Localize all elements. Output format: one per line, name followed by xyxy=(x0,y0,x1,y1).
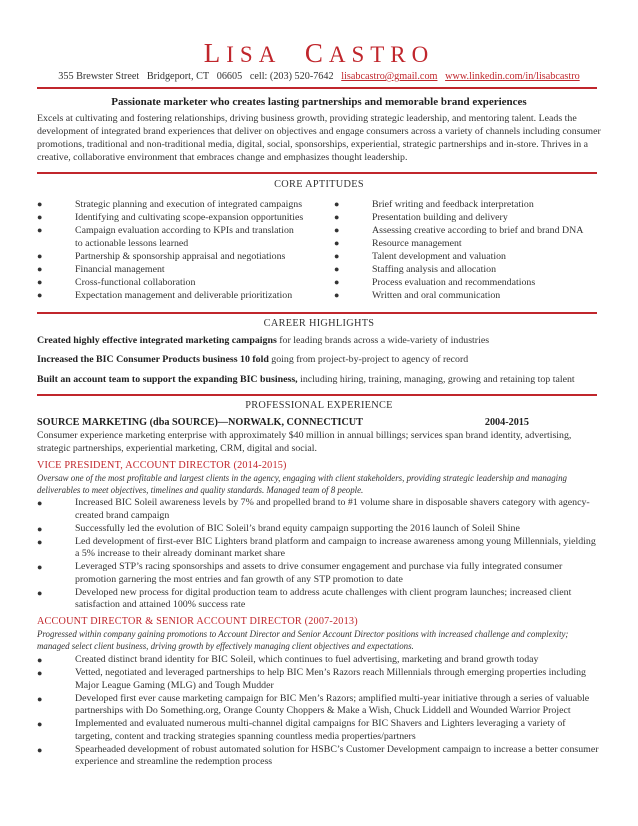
bullet-icon: ● xyxy=(334,225,340,235)
bullet-icon: ● xyxy=(334,277,340,287)
bullet-icon: ● xyxy=(37,693,43,704)
email-link[interactable]: lisabcastro@gmail.com xyxy=(341,71,438,82)
bullet-icon: ● xyxy=(334,199,340,209)
highlight-item: Increased the BIC Consumer Products business 10 fold going from project-by-project to agency of record xyxy=(37,354,469,365)
bullet-icon: ● xyxy=(37,498,43,508)
bullet-icon: ● xyxy=(37,587,43,598)
list-item: ● Process evaluation and recommendations xyxy=(334,277,536,288)
list-item: ● Strategic planning and execution of integrated campaigns xyxy=(37,199,303,210)
phone: cell: (203) 520-7642 xyxy=(249,71,334,82)
bullet-icon: ● xyxy=(37,655,43,665)
section-title-highlights: CAREER HIGHLIGHTS xyxy=(263,318,375,329)
list-item: ● Presentation building and delivery xyxy=(334,212,508,223)
zip: 06605 xyxy=(216,71,243,82)
aptitudes-right-list xyxy=(334,198,614,302)
bullet-icon: ● xyxy=(37,212,43,222)
employment-dates: 2004-2015 xyxy=(484,417,529,428)
bullet-icon: ● xyxy=(334,264,340,274)
company-description: Consumer experience marketing enterprise with approximately $40 million in annual billings; services span brand identity, advertising, strategic partnerships, experiential marketing, CRM, digital and social. xyxy=(37,430,572,454)
role-summary: Progressed within company gaining promotions to Account Director and Senior Account Director positions with increased challenge and complexity; managed select client business, driving growth by effectively managing client objectives and expectations. xyxy=(37,629,569,651)
experience-rule xyxy=(37,394,597,396)
role-bullets xyxy=(37,654,602,769)
bullet-icon: ● xyxy=(37,225,43,235)
contact-line xyxy=(0,71,638,82)
role-title: VICE PRESIDENT, ACCOUNT DIRECTOR (2014-2015) xyxy=(37,460,287,471)
bullet-icon: ● xyxy=(334,290,340,300)
list-item: ● Talent development and valuation xyxy=(334,251,506,262)
bullet-icon: ● xyxy=(37,251,43,261)
company-heading xyxy=(37,417,597,428)
list-item: ● Expectation management and deliverable prioritization xyxy=(37,290,293,301)
bullet-icon: ● xyxy=(334,251,340,261)
list-item: ● Campaign evaluation according to KPIs and translation to actionable lessons learned xyxy=(37,225,294,249)
aptitudes-left-list xyxy=(37,198,322,302)
bullet-icon: ● xyxy=(37,719,43,729)
city: Bridgeport, CT xyxy=(146,71,210,82)
highlight-item: Built an account team to support the expanding BIC business, including hiring, training, managing, growing and retaining top talent xyxy=(37,374,575,385)
role-title: ACCOUNT DIRECTOR & SENIOR ACCOUNT DIRECTOR (2007-2013) xyxy=(37,616,358,627)
list-item: ● Written and oral communication xyxy=(334,290,501,301)
address: 355 Brewster Street xyxy=(58,71,140,82)
list-item: ● Assessing creative according to brief and brand DNA xyxy=(334,225,584,236)
section-title-aptitudes: CORE APTITUDES xyxy=(274,179,364,190)
list-item: ● Brief writing and feedback interpretation xyxy=(334,199,534,210)
linkedin-link[interactable]: www.linkedin.com/in/lisabcastro xyxy=(445,71,580,82)
bullet-icon: ● xyxy=(37,668,43,678)
list-item: ● Implemented and evaluated numerous multi-channel digital campaigns for BIC Shavers and Lighters leveraging a variety of targeting, content and tracking strategies spanning countless media properties/partners xyxy=(37,718,566,742)
aptitudes-rule xyxy=(37,172,597,174)
bullet-icon: ● xyxy=(37,264,43,274)
list-item: ● Developed new process for digital production team to address acute challenges with client program launches; increased client satisfaction and attained 100% success rate xyxy=(37,586,572,610)
candidate-name: LISA CASTRO xyxy=(203,38,435,68)
list-item: ● Partnership & sponsorship appraisal and negotiations xyxy=(37,251,286,262)
list-item: ● Increased BIC Soleil awareness levels by 7% and propelled brand to #1 volume share in disposable shavers category with agency-created brand campaign xyxy=(37,497,590,521)
bullet-icon: ● xyxy=(37,290,43,300)
list-item: ● Vetted, negotiated and leveraged partnerships to help BIC Men’s Razors reach Millennials through emerging properties including Major League Gaming (MLG) and Tough Mudder xyxy=(37,667,586,691)
summary-text: Excels at cultivating and fostering relationships, driving business growth, providing strategic leadership, and mentoring talent. Leads the development of integrated brand experiences that deliver on objectives and engage consumers across a variety of channels including consumer promotions, traditional and non-traditional media, digital, social, sponsorships, experiential, strategic partnerships and in-store. Thrives in a creative, collaborative environment that embraces change and emphasizes thought leadership. xyxy=(37,113,601,163)
list-item: ● Successfully led the evolution of BIC Soleil’s brand equity campaign supporting the 2016 launch of Soleil Shine xyxy=(37,522,520,534)
list-item: ● Resource management xyxy=(334,238,462,249)
list-item: ● Led development of first-ever BIC Lighters brand platform and campaign to increase awareness among young Millennials, yielding a 5% increase to their already dominant market share xyxy=(37,535,596,559)
list-item: ● Created distinct brand identity for BIC Soleil, which continues to fuel advertising, marketing and brand growth today xyxy=(37,654,539,665)
header-rule xyxy=(37,87,597,89)
highlights-rule xyxy=(37,312,597,314)
list-item: ● Spearheaded development of robust automated solution for HSBC’s Customer Development campaign to increase a better consumer experience and streamline the redemption process xyxy=(37,743,599,767)
role-summary: Oversaw one of the most profitable and largest clients in the agency, engaging with client stakeholders, providing strategic leadership and managing deliverables to meet objectives, timelines and quality standards. Managed team of 8 people. xyxy=(37,473,567,495)
list-item: ● Financial management xyxy=(37,264,165,275)
bullet-icon: ● xyxy=(37,562,43,572)
bullet-icon: ● xyxy=(37,536,43,547)
bullet-icon: ● xyxy=(334,212,340,222)
list-item: ● Cross-functional collaboration xyxy=(37,277,196,288)
list-item: ● Staffing analysis and allocation xyxy=(334,264,497,275)
list-item: ● Leveraged STP’s racing sponsorships and assets to drive consumer engagement and purchase via fully integrated consumer promotion garnering the most entries and fan growth of any STP promotion to date xyxy=(37,561,563,585)
bullet-icon: ● xyxy=(37,744,43,755)
company-name: SOURCE MARKETING (dba SOURCE)—NORWALK, CONNECTICUT xyxy=(37,417,363,428)
bullet-icon: ● xyxy=(37,277,43,287)
bullet-icon: ● xyxy=(37,523,43,534)
list-item: ● Identifying and cultivating scope-expansion opportunities xyxy=(37,212,304,223)
role-bullets xyxy=(37,497,602,612)
highlight-item: Created highly effective integrated marketing campaigns for leading brands across a wide-variety of industries xyxy=(37,335,490,346)
tagline: Passionate marketer who creates lasting partnerships and memorable brand experiences xyxy=(111,96,527,108)
list-item: ● Developed first ever cause marketing campaign for BIC Men’s Razors; amplified multi-year initiative through a series of valuable partnerships with Do Something.org, Orange County Choppers & Make a Wish, Chuck Liddell and Wounded Warrior Project xyxy=(37,692,590,716)
section-title-experience: PROFESSIONAL EXPERIENCE xyxy=(245,400,393,411)
bullet-icon: ● xyxy=(37,199,43,209)
bullet-icon: ● xyxy=(334,238,340,248)
